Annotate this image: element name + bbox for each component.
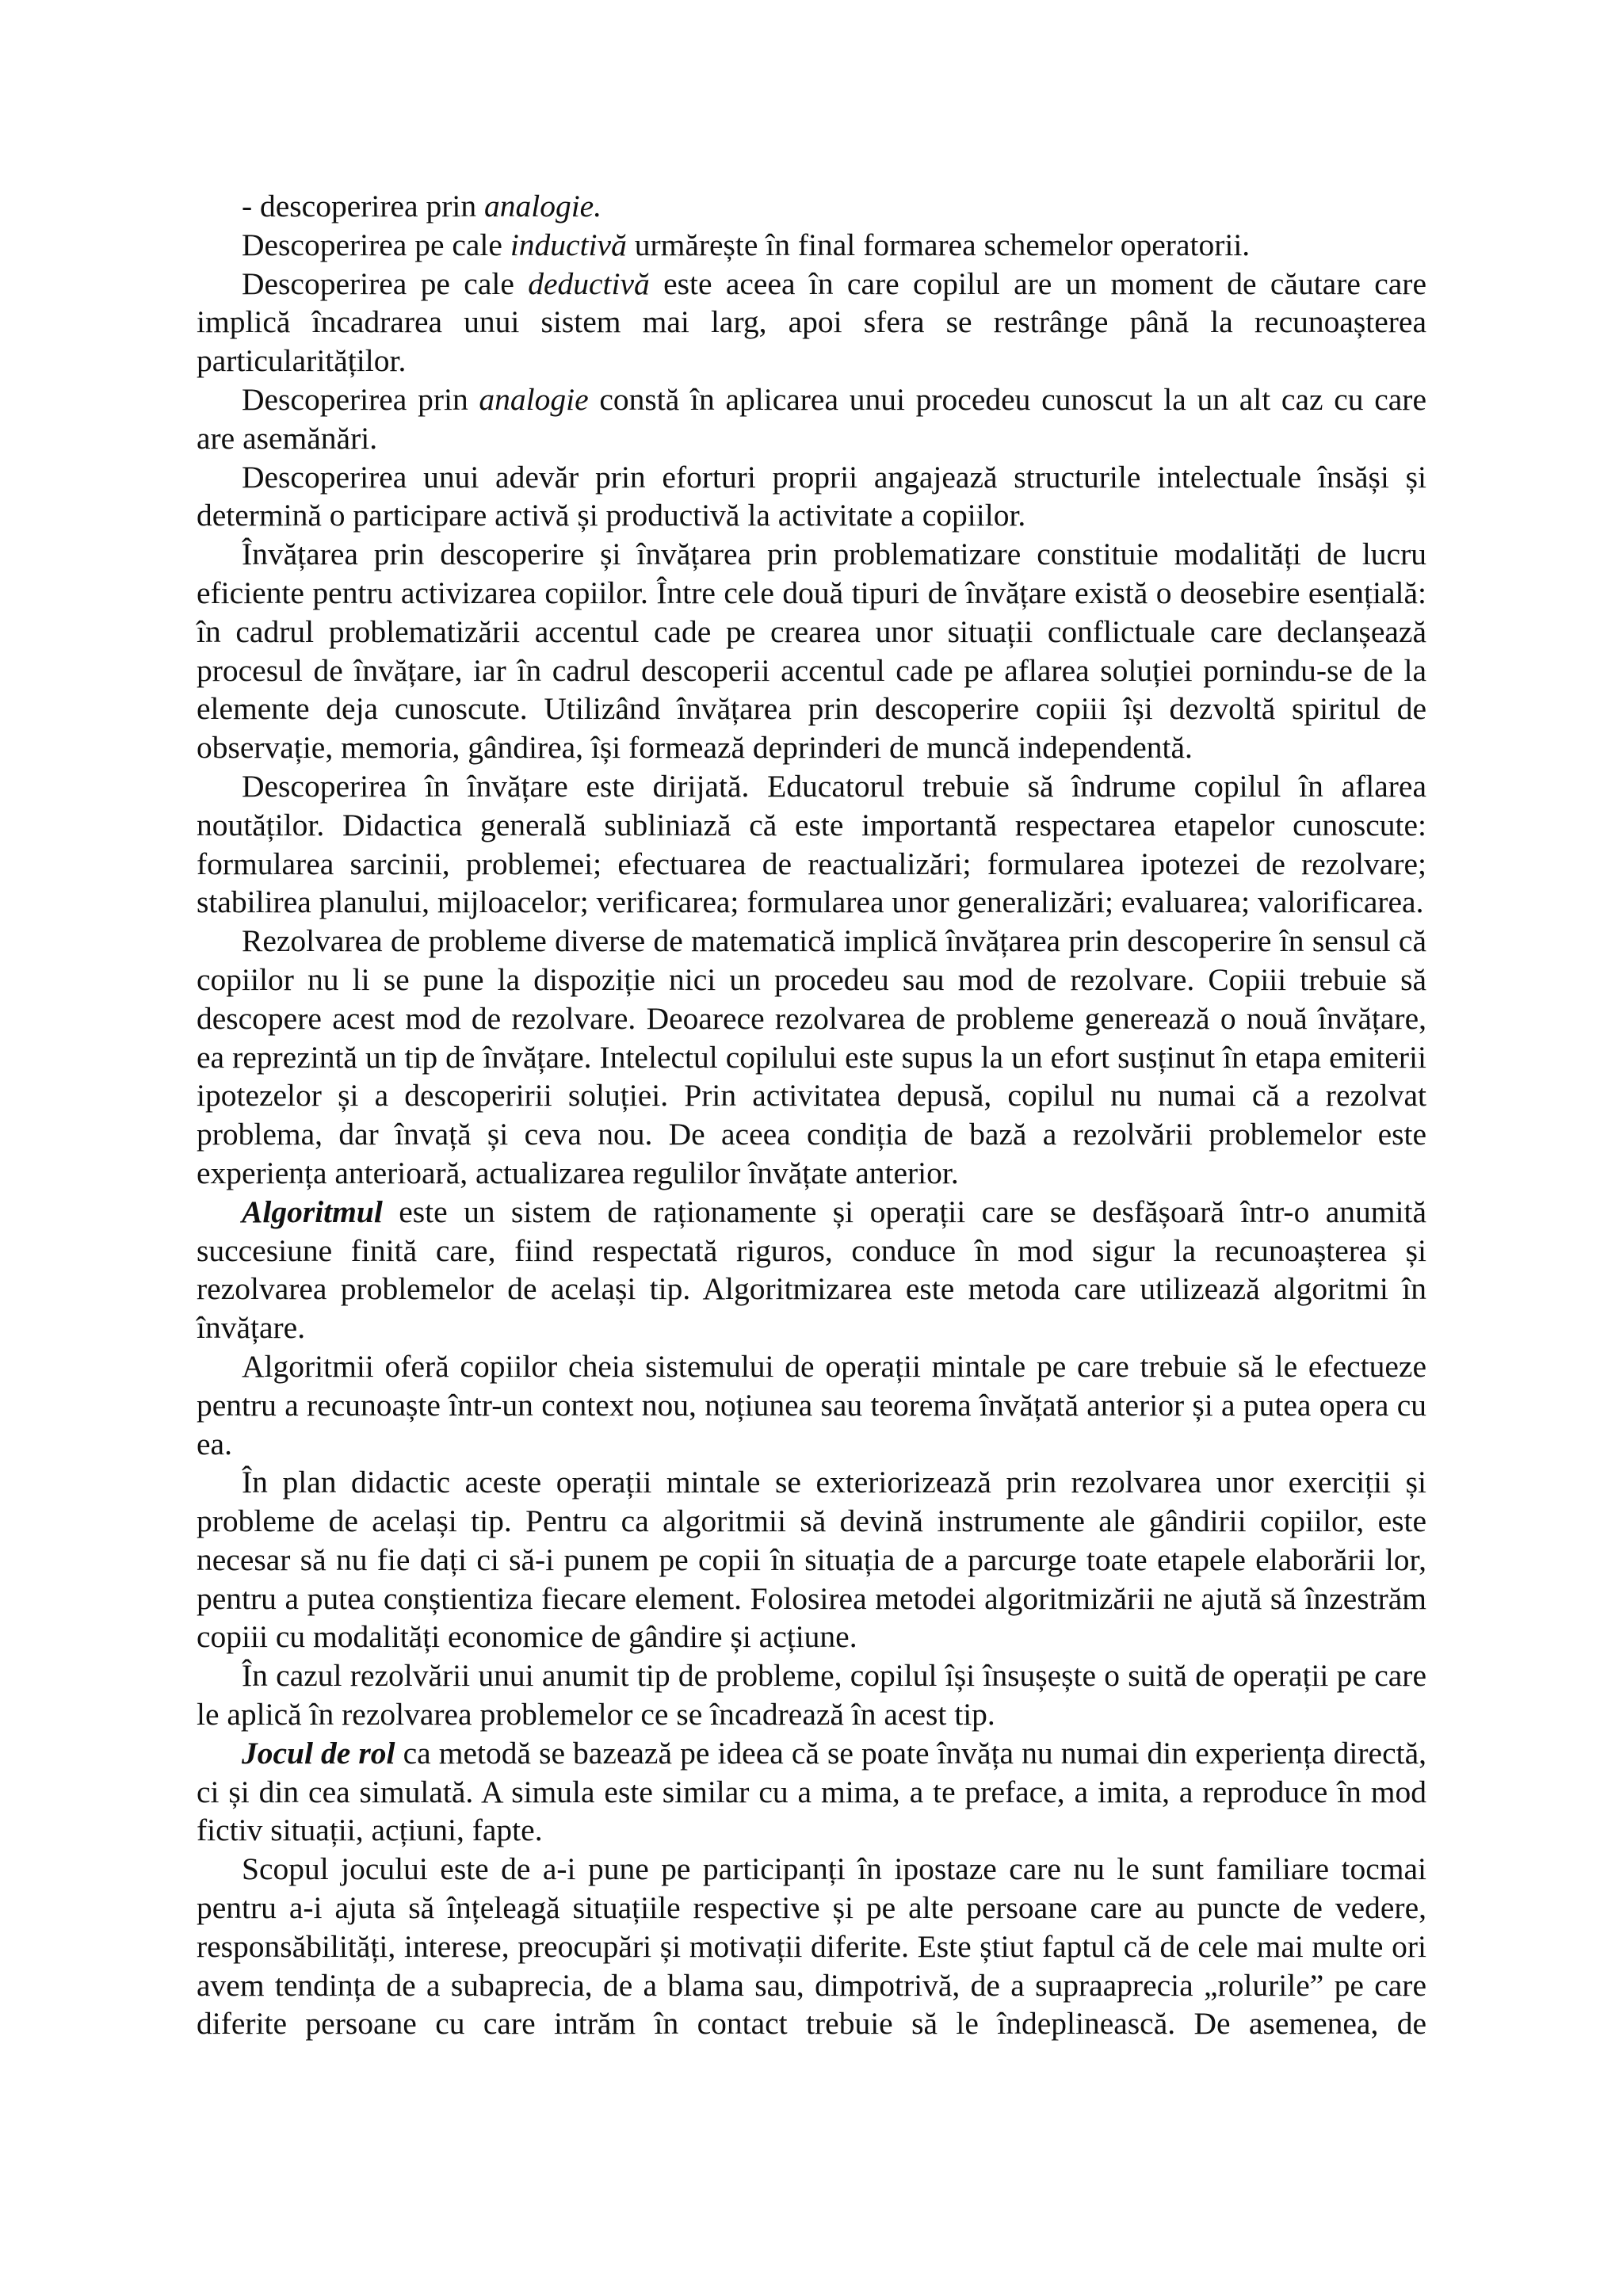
italic-term: analogie.: [483, 189, 602, 223]
text-run: este un sistem de raționamente și operații care se desfășoară într-o anumită succesiune finită care, fiind respectată riguros, conduce în mod sigur la recunoașterea și rezolvarea problemelor de același tip. Algoritmizarea este metoda care utilizează algoritmi în învățare.: [197, 1194, 1426, 1346]
text-run: Descoperirea pe cale: [242, 227, 510, 262]
italic-term: deductivă: [528, 266, 650, 301]
italic-term: inductivă: [510, 227, 627, 262]
paragraph-problem-solving: Rezolvarea de probleme diverse de matematică implică învățarea prin descoperire în sensul că copiilor nu li se pune la dispoziție nici un procedeu sau mod de rezolvare. Copiii trebuie să descopere acest mod de rezolvare. Deoarece rezolvarea de probleme generează o nouă învățare, ea reprezintă un tip de învățare. Intelectul copilului este supus la un efort susținut în etapa emiterii ipotezelor și a descoperirii soluției. Prin activitatea depusă, copilul nu numai că a rezolvat problema, dar învață și ceva nou. De aceea condiția de bază a rezolvării problemelor este experiența anterioară, actualizarea regulilor învățate anterior.: [197, 923, 1426, 1190]
text-run: - descoperirea prin: [242, 189, 484, 223]
text-run: urmărește în final formarea schemelor operatorii.: [626, 227, 1251, 262]
paragraph-role-play-definition: [197, 1734, 1426, 1850]
paragraph-inductive: [197, 226, 1426, 265]
paragraph-analogy: [197, 380, 1426, 458]
text-run: constă în aplicarea unui procedeu cunoscut la un alt caz cu care are asemănări.: [197, 381, 1426, 456]
paragraph-deductive: [197, 265, 1426, 380]
text-run: este aceea în care copilul are un moment de căutare care implică încadrarea unui sistem mai larg, apoi sfera se restrânge până la recunoașterea particularităților.: [197, 266, 1426, 379]
paragraph-role-play-purpose: Scopul jocului este de a-i pune pe participanți în ipostaze care nu le sunt familiare tocmai pentru a-i ajuta să înțeleagă situațiile respective și pe alte persoane care au puncte de vedere, responsăbilități, interese, preocupări și motivații diferite. Este știut faptul că de cele mai multe ori avem tendința de a subaprecia, de a blama sau, dimpotrivă, de a supraaprecia „rolurile” pe care diferite persoane cu care intrăm în contact trebuie să le îndeplinească. De asemenea, de: [197, 1851, 1426, 2042]
paragraph-methods-list-item: [197, 187, 1426, 226]
text-run: Descoperirea pe cale: [242, 266, 529, 301]
text-run: ca metodă se bazează pe ideea că se poate învăța nu numai din experiența directă, ci și din cea simulată. A simula este similar cu a mima, a te preface, a imita, a reproduce în mod fictiv situații, acțiuni, fapte.: [197, 1735, 1426, 1848]
bold-italic-term: Jocul de rol: [242, 1735, 395, 1771]
paragraph-own-effort: Descoperirea unui adevăr prin eforturi proprii angajează structurile intelectuale însăși și determină o participare activă și productivă la activitate a copiilor.: [197, 459, 1426, 533]
document-page: [197, 187, 1426, 2043]
paragraph-guided-discovery: Descoperirea în învățare este dirijată. Educatorul trebuie să îndrume copilul în aflarea noutăților. Didactica generală subliniază că este importantă respectarea etapelor cunoscute: formularea sarcinii, problemei; efectuarea de reactualizări; formularea ipotezei de rezolvare; stabilirea planului, mijloacelor; verificarea; formularea unor generalizări; evaluarea; valorificarea.: [197, 768, 1426, 920]
bold-italic-term: Algoritmul: [242, 1194, 383, 1229]
paragraph-discovery-vs-problematization: Învățarea prin descoperire și învățarea prin problematizare constituie modalități de lucru eficiente pentru activizarea copiilor. Între cele două tipuri de învățare există o deosebire esențială: în cadrul problematizării accentul cade pe crearea unor situații conflictuale care declanșează procesul de învățare, iar în cadrul descoperii accentul cade pe aflarea soluției pornindu-se de la elemente deja cunoscute. Utilizând învățarea prin descoperire copiii își dezvoltă spiritul de observație, memoria, gândirea, își formează deprinderi de muncă independentă.: [197, 537, 1426, 766]
paragraph-didactic-plan: În plan didactic aceste operații mintale se exteriorizează prin rezolvarea unor exerciții și probleme de același tip. Pentru ca algoritmii să devină instrumente ale gândirii copiilor, este necesar să nu fie dați ci să-i punem pe copii în situația de a parcurge toate etapele elaborării lor, pentru a putea conștientiza fiecare element. Folosirea metodei algoritmizării ne ajută să înzestrăm copiii cu modalități economice de gândire și acțiune.: [197, 1465, 1426, 1655]
paragraph-problem-type: În cazul rezolvării unui anumit tip de probleme, copilul își însușește o suită de operații pe care le aplică în rezolvarea problemelor ce se încadrează în acest tip.: [197, 1658, 1426, 1733]
text-run: Descoperirea prin: [242, 381, 479, 417]
italic-term: analogie: [479, 381, 589, 417]
paragraph-algorithms-key: Algoritmii oferă copiilor cheia sistemului de operații mintale pe care trebuie să le efectueze pentru a recunoaște într-un context nou, noțiunea sau teorema învățată anterior și a putea opera cu ea.: [197, 1348, 1426, 1461]
paragraph-algorithm-definition: [197, 1193, 1426, 1347]
